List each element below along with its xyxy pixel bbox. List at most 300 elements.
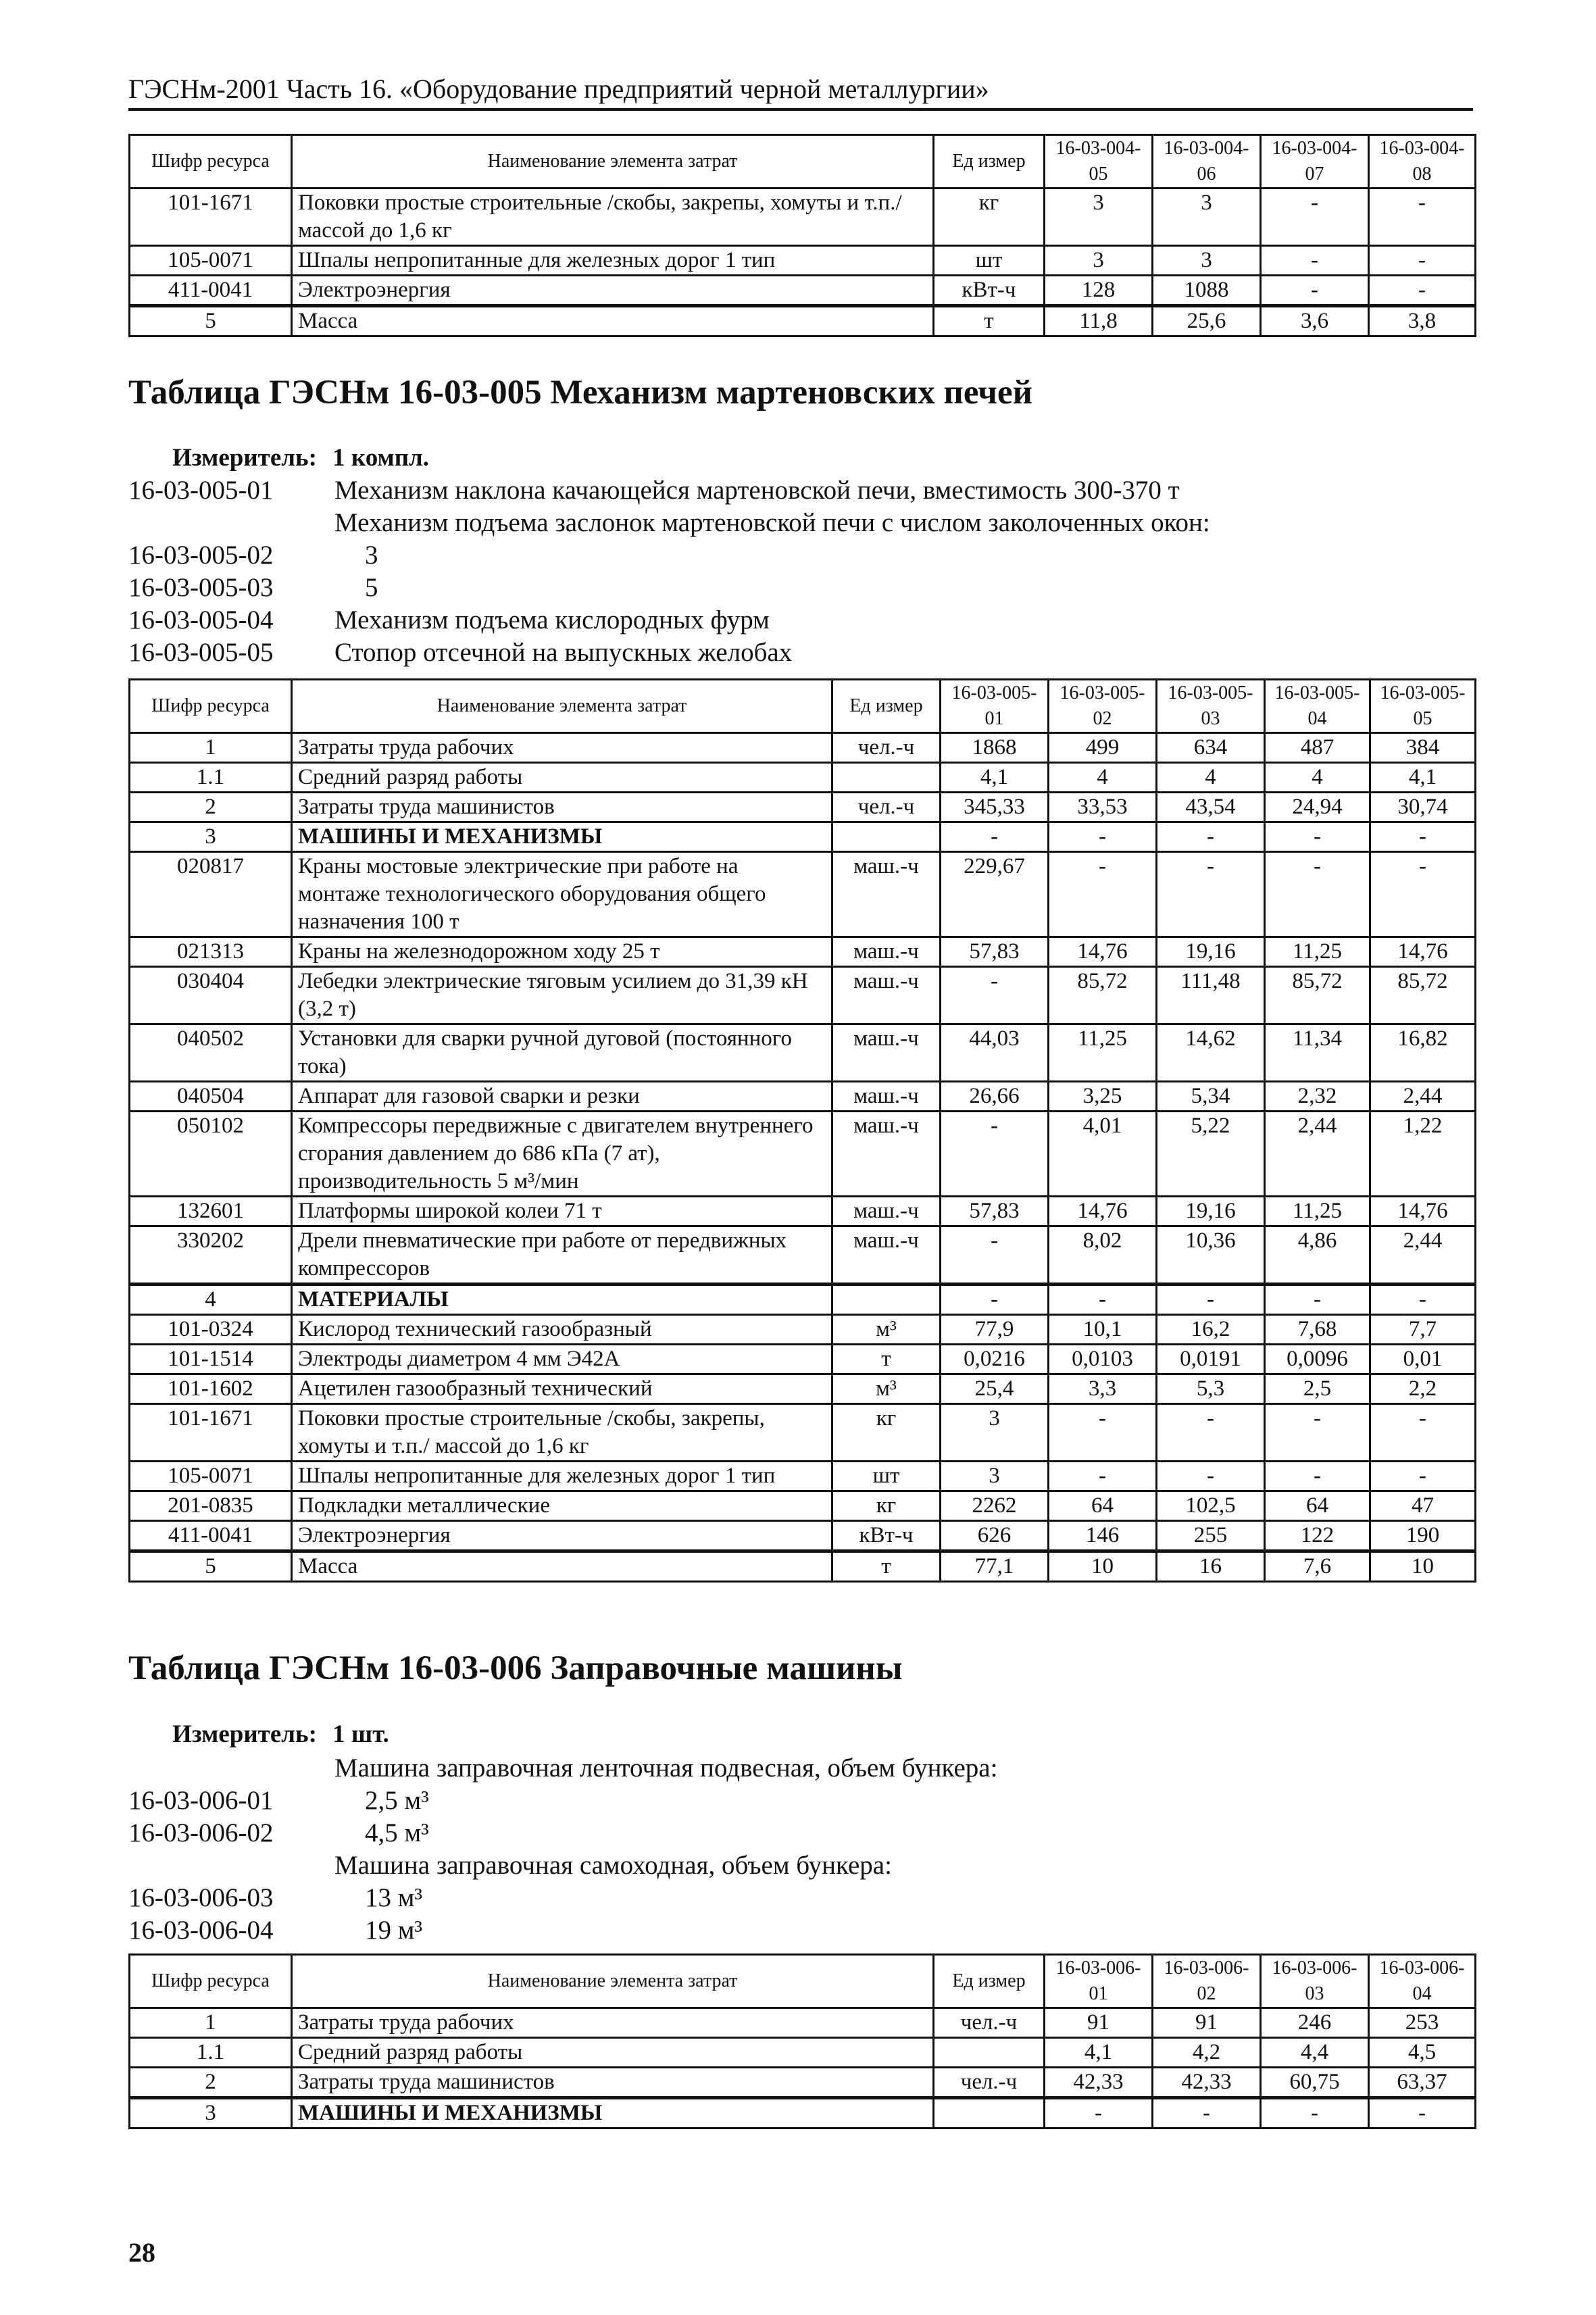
- cell-name: Аппарат для газовой сварки и резки: [292, 1082, 832, 1112]
- cell-unit: маш.-ч: [832, 967, 941, 1024]
- cell-value: -: [941, 822, 1049, 852]
- cell-value: -: [1261, 2098, 1369, 2129]
- cell-unit: маш.-ч: [832, 1112, 941, 1197]
- cell-value: 3,8: [1369, 306, 1476, 337]
- table-row: [130, 2008, 1476, 2038]
- cell-unit: кВт-ч: [832, 1521, 941, 1551]
- cell-value: -: [1157, 1404, 1265, 1462]
- cell-value: -: [1157, 852, 1265, 937]
- cell-value: 11,34: [1265, 1024, 1370, 1082]
- cell-name: МАШИНЫ И МЕХАНИЗМЫ: [292, 822, 832, 852]
- cell-value: 10,36: [1157, 1226, 1265, 1285]
- cell-value: 3: [1045, 246, 1153, 276]
- cell-value: 4,2: [1153, 2038, 1261, 2068]
- item-code: 16-03-005-04: [128, 605, 274, 634]
- cell-name: Платформы широкой колеи 71 т: [292, 1197, 832, 1226]
- table-row: [130, 1197, 1476, 1226]
- cell-value: 190: [1370, 1521, 1476, 1551]
- cell-value: 255: [1157, 1521, 1265, 1551]
- cell-unit: кВт-ч: [934, 276, 1045, 306]
- table-row: [130, 1374, 1476, 1404]
- cell-value: 16,2: [1157, 1315, 1265, 1345]
- cell-name: Кислород технический газообразный: [292, 1315, 832, 1345]
- cell-value: 2,44: [1265, 1112, 1370, 1197]
- cell-value: 3,3: [1049, 1374, 1157, 1404]
- cell-unit: кг: [934, 189, 1045, 246]
- header-norm-code: 16-03-005-01: [941, 680, 1049, 733]
- cell-name: Шпалы непропитанные для железных дорог 1 тип: [292, 1462, 832, 1491]
- cell-value: 146: [1049, 1521, 1157, 1551]
- cell-value: 4,1: [941, 763, 1049, 793]
- cell-value: 11,25: [1265, 1197, 1370, 1226]
- header-norm-code: 16-03-004-06: [1153, 135, 1261, 189]
- header-norm-code: 16-03-004-07: [1261, 135, 1369, 189]
- measure-value: 1 шт.: [332, 1720, 389, 1748]
- cell-value: 25,6: [1153, 306, 1261, 337]
- table-row: [130, 733, 1476, 763]
- cell-value: 2,44: [1370, 1226, 1476, 1285]
- cell-value: 3: [941, 1462, 1049, 1491]
- cell-value: 2,44: [1370, 1082, 1476, 1112]
- cell-value: -: [1049, 852, 1157, 937]
- cell-value: 44,03: [941, 1024, 1049, 1082]
- cell-value: -: [1157, 1285, 1265, 1315]
- table-row: [130, 246, 1476, 276]
- cell-unit: кг: [832, 1491, 941, 1521]
- header-norm-code: 16-03-006-04: [1369, 1955, 1476, 2008]
- cell-value: 91: [1045, 2008, 1153, 2038]
- measure-line-005: [172, 443, 429, 472]
- cell-code: 3: [130, 822, 292, 852]
- cell-unit: маш.-ч: [832, 1024, 941, 1082]
- cell-value: 384: [1370, 733, 1476, 763]
- cell-code: 1: [130, 2008, 292, 2038]
- cell-unit: м³: [832, 1315, 941, 1345]
- table-row: [130, 763, 1476, 793]
- cell-value: -: [1045, 2098, 1153, 2129]
- item-text: 19 м³: [365, 1916, 423, 1945]
- cell-code: 101-1602: [130, 1374, 292, 1404]
- table-row: [130, 1521, 1476, 1551]
- cell-value: 10,1: [1049, 1315, 1157, 1345]
- cell-value: 91: [1153, 2008, 1261, 2038]
- cell-value: -: [1265, 852, 1370, 937]
- item-text: 13 м³: [365, 1883, 423, 1912]
- cell-value: 85,72: [1265, 967, 1370, 1024]
- cell-unit: маш.-ч: [832, 1197, 941, 1226]
- header-code: Шифр ресурса: [130, 135, 292, 189]
- header-norm-code: 16-03-005-04: [1265, 680, 1370, 733]
- cell-value: 626: [941, 1521, 1049, 1551]
- table-row: [130, 1491, 1476, 1521]
- cell-value: -: [1370, 1404, 1476, 1462]
- cell-value: 77,9: [941, 1315, 1049, 1345]
- cell-value: -: [1370, 822, 1476, 852]
- cell-name: Затраты труда рабочих: [292, 2008, 934, 2038]
- cell-code: 1: [130, 733, 292, 763]
- cell-code: 132601: [130, 1197, 292, 1226]
- header-unit: Ед измер: [934, 1955, 1045, 2008]
- cell-value: 3,25: [1049, 1082, 1157, 1112]
- cell-value: 3: [1045, 189, 1153, 246]
- cell-unit: маш.-ч: [832, 852, 941, 937]
- header-norm-code: 16-03-005-02: [1049, 680, 1157, 733]
- cell-value: -: [1265, 1404, 1370, 1462]
- cell-code: 050102: [130, 1112, 292, 1197]
- cell-name: Поковки простые строительные /скобы, закрепы, хомуты и т.п./ массой до 1,6 кг: [292, 189, 934, 246]
- cell-name: Затраты труда машинистов: [292, 793, 832, 822]
- cell-name: Подкладки металлические: [292, 1491, 832, 1521]
- header-rule: [128, 108, 1473, 111]
- table-row: [130, 276, 1476, 306]
- table-row: [130, 1462, 1476, 1491]
- cell-value: 0,0103: [1049, 1345, 1157, 1374]
- cell-name: Шпалы непропитанные для железных дорог 1 тип: [292, 246, 934, 276]
- cell-unit: [832, 822, 941, 852]
- cell-value: -: [1153, 2098, 1261, 2129]
- cell-code: 101-1514: [130, 1345, 292, 1374]
- cell-unit: маш.-ч: [832, 1082, 941, 1112]
- cell-value: 5,3: [1157, 1374, 1265, 1404]
- cell-value: -: [1157, 822, 1265, 852]
- cell-value: 24,94: [1265, 793, 1370, 822]
- cell-name: Лебедки электрические тяговым усилием до 31,39 кН (3,2 т): [292, 967, 832, 1024]
- cell-value: 0,0191: [1157, 1345, 1265, 1374]
- cell-value: 102,5: [1157, 1491, 1265, 1521]
- cell-name: Затраты труда рабочих: [292, 733, 832, 763]
- cell-value: 10: [1049, 1551, 1157, 1582]
- table-row: [130, 1112, 1476, 1197]
- cell-name: Масса: [292, 306, 934, 337]
- table-title-005: Таблица ГЭСНм 16-03-005 Механизм мартеновских печей: [128, 374, 1033, 412]
- cell-value: 19,16: [1157, 1197, 1265, 1226]
- table-row: [130, 2038, 1476, 2068]
- cell-value: 33,53: [1049, 793, 1157, 822]
- cell-unit: шт: [934, 246, 1045, 276]
- cell-code: 101-1671: [130, 189, 292, 246]
- cell-code: 411-0041: [130, 1521, 292, 1551]
- cell-value: 63,37: [1369, 2068, 1476, 2098]
- cell-value: 85,72: [1049, 967, 1157, 1024]
- cell-value: 4: [1265, 763, 1370, 793]
- item-text: Механизм подъема заслонок мартеновской печи с числом заколоченных окон:: [334, 508, 1210, 537]
- cell-value: 111,48: [1157, 967, 1265, 1024]
- cell-unit: т: [934, 306, 1045, 337]
- cell-value: 253: [1369, 2008, 1476, 2038]
- cell-value: -: [1370, 1285, 1476, 1315]
- table-row: [130, 1345, 1476, 1374]
- cell-value: -: [1049, 822, 1157, 852]
- cell-name: Ацетилен газообразный технический: [292, 1374, 832, 1404]
- cell-value: 3: [941, 1404, 1049, 1462]
- cell-unit: маш.-ч: [832, 937, 941, 967]
- header-unit: Ед измер: [934, 135, 1045, 189]
- table-header-row: [130, 135, 1476, 189]
- cell-value: 4,1: [1370, 763, 1476, 793]
- header-name: Наименование элемента затрат: [292, 135, 934, 189]
- cell-unit: т: [832, 1345, 941, 1374]
- cell-value: 229,67: [941, 852, 1049, 937]
- header-name: Наименование элемента затрат: [292, 680, 832, 733]
- cell-unit: т: [832, 1551, 941, 1582]
- cell-code: 020817: [130, 852, 292, 937]
- header-code: Шифр ресурса: [130, 1955, 292, 2008]
- header-norm-code: 16-03-006-01: [1045, 1955, 1153, 2008]
- measure-label: Измеритель:: [172, 1720, 317, 1748]
- cell-value: 64: [1265, 1491, 1370, 1521]
- cell-code: 101-1671: [130, 1404, 292, 1462]
- cell-name: Средний разряд работы: [292, 2038, 934, 2068]
- cell-value: 57,83: [941, 937, 1049, 967]
- table-row: [130, 793, 1476, 822]
- cell-value: -: [1369, 246, 1476, 276]
- cell-code: 1.1: [130, 2038, 292, 2068]
- cell-unit: чел.-ч: [832, 733, 941, 763]
- cell-value: 19,16: [1157, 937, 1265, 967]
- cell-name: Поковки простые строительные /скобы, закрепы, хомуты и т.п./ массой до 1,6 кг: [292, 1404, 832, 1462]
- cell-unit: маш.-ч: [832, 1226, 941, 1285]
- cell-value: 3,6: [1261, 306, 1369, 337]
- cell-value: 14,76: [1049, 937, 1157, 967]
- cell-value: -: [1049, 1404, 1157, 1462]
- cell-value: 2,2: [1370, 1374, 1476, 1404]
- cell-name: Масса: [292, 1551, 832, 1582]
- table-row: [130, 1226, 1476, 1285]
- cell-value: 11,25: [1265, 937, 1370, 967]
- cell-unit: шт: [832, 1462, 941, 1491]
- cell-unit: чел.-ч: [934, 2068, 1045, 2098]
- cell-name: Электроды диаметром 4 мм Э42А: [292, 1345, 832, 1374]
- cell-value: 25,4: [941, 1374, 1049, 1404]
- table-row: [130, 1082, 1476, 1112]
- cell-value: -: [1049, 1285, 1157, 1315]
- cell-value: 4,1: [1045, 2038, 1153, 2068]
- cell-name: Краны на железнодорожном ходу 25 т: [292, 937, 832, 967]
- cell-value: 128: [1045, 276, 1153, 306]
- cell-value: 4: [1157, 763, 1265, 793]
- cell-value: 7,7: [1370, 1315, 1476, 1345]
- table-row: [130, 189, 1476, 246]
- cell-unit: м³: [832, 1374, 941, 1404]
- cell-value: -: [1369, 2098, 1476, 2129]
- table-row: [130, 1285, 1476, 1315]
- cell-value: 77,1: [941, 1551, 1049, 1582]
- header-name: Наименование элемента затрат: [292, 1955, 934, 2008]
- cell-value: -: [1049, 1462, 1157, 1491]
- cell-name: Затраты труда машинистов: [292, 2068, 934, 2098]
- cell-name: Компрессоры передвижные с двигателем внутреннего сгорания давлением до 686 кПа (7 ат), производительность 5 м³/мин: [292, 1112, 832, 1197]
- cell-value: -: [1265, 822, 1370, 852]
- cell-value: 2,5: [1265, 1374, 1370, 1404]
- header-code: Шифр ресурса: [130, 680, 292, 733]
- item-text: Механизм подъема кислородных фурм: [334, 605, 770, 634]
- cell-unit: чел.-ч: [934, 2008, 1045, 2038]
- cell-value: 11,25: [1049, 1024, 1157, 1082]
- cell-code: 1.1: [130, 763, 292, 793]
- cell-value: -: [1261, 189, 1369, 246]
- cell-code: 105-0071: [130, 1462, 292, 1491]
- cell-value: 5,22: [1157, 1112, 1265, 1197]
- cell-unit: [832, 1285, 941, 1315]
- cell-value: 1,22: [1370, 1112, 1476, 1197]
- cell-code: 105-0071: [130, 246, 292, 276]
- cell-code: 4: [130, 1285, 292, 1315]
- cell-name: Электроэнергия: [292, 276, 934, 306]
- cell-value: -: [941, 1226, 1049, 1285]
- item-text: 5: [365, 573, 378, 602]
- measure-value: 1 компл.: [332, 444, 430, 472]
- cell-value: -: [941, 1285, 1049, 1315]
- resource-table-004: [128, 134, 1476, 337]
- cell-code: 021313: [130, 937, 292, 967]
- cell-name: МАТЕРИАЛЫ: [292, 1285, 832, 1315]
- cell-code: 030404: [130, 967, 292, 1024]
- item-text: Стопор отсечной на выпускных желобах: [334, 638, 793, 667]
- header-norm-code: 16-03-004-08: [1369, 135, 1476, 189]
- cell-value: 47: [1370, 1491, 1476, 1521]
- cell-value: 57,83: [941, 1197, 1049, 1226]
- cell-code: 5: [130, 1551, 292, 1582]
- cell-code: 040502: [130, 1024, 292, 1082]
- resource-table-005: [128, 678, 1476, 1583]
- cell-code: 201-0835: [130, 1491, 292, 1521]
- cell-unit: [832, 763, 941, 793]
- table-row: [130, 822, 1476, 852]
- item-code: 16-03-006-04: [128, 1916, 274, 1945]
- cell-value: -: [1261, 246, 1369, 276]
- table-row: [130, 2098, 1476, 2129]
- item-code: 16-03-006-03: [128, 1883, 274, 1912]
- item-code: 16-03-006-01: [128, 1786, 274, 1815]
- cell-name: Установки для сварки ручной дуговой (постоянного тока): [292, 1024, 832, 1082]
- running-header: ГЭСНм-2001 Часть 16. «Оборудование предприятий черной металлургии»: [128, 74, 989, 104]
- item-text: Механизм наклона качающейся мартеновской печи, вместимость 300-370 т: [334, 476, 1180, 505]
- cell-value: 4,4: [1261, 2038, 1369, 2068]
- table-row: [130, 1315, 1476, 1345]
- cell-value: -: [1369, 189, 1476, 246]
- cell-value: 85,72: [1370, 967, 1476, 1024]
- cell-value: 4,01: [1049, 1112, 1157, 1197]
- cell-value: 26,66: [941, 1082, 1049, 1112]
- header-norm-code: 16-03-006-03: [1261, 1955, 1369, 2008]
- header-norm-code: 16-03-004-05: [1045, 135, 1153, 189]
- cell-code: 5: [130, 306, 292, 337]
- cell-value: 1868: [941, 733, 1049, 763]
- resource-table-006: [128, 1953, 1476, 2129]
- page-number: 28: [128, 2237, 155, 2268]
- cell-name: Краны мостовые электрические при работе на монтаже технологического оборудования общего назначения 100 т: [292, 852, 832, 937]
- cell-code: 040504: [130, 1082, 292, 1112]
- item-text: Машина заправочная ленточная подвесная, объем бункера:: [334, 1753, 998, 1783]
- cell-value: 10: [1370, 1551, 1476, 1582]
- cell-value: 14,62: [1157, 1024, 1265, 1082]
- table-header-row: [130, 1955, 1476, 2008]
- cell-value: 30,74: [1370, 793, 1476, 822]
- cell-code: 411-0041: [130, 276, 292, 306]
- cell-value: 5,34: [1157, 1082, 1265, 1112]
- item-code: 16-03-005-05: [128, 638, 274, 667]
- cell-value: 16: [1157, 1551, 1265, 1582]
- cell-value: 60,75: [1261, 2068, 1369, 2098]
- cell-value: 0,0216: [941, 1345, 1049, 1374]
- table-row: [130, 1404, 1476, 1462]
- cell-value: 3: [1153, 189, 1261, 246]
- cell-unit: [934, 2098, 1045, 2129]
- cell-value: 7,6: [1265, 1551, 1370, 1582]
- item-text: 4,5 м³: [365, 1818, 429, 1847]
- cell-name: Дрели пневматические при работе от передвижных компрессоров: [292, 1226, 832, 1285]
- table-row: [130, 306, 1476, 337]
- cell-code: 2: [130, 2068, 292, 2098]
- cell-code: 330202: [130, 1226, 292, 1285]
- cell-name: Электроэнергия: [292, 1521, 832, 1551]
- header-norm-code: 16-03-005-05: [1370, 680, 1476, 733]
- cell-value: 0,01: [1370, 1345, 1476, 1374]
- cell-value: 0,0096: [1265, 1345, 1370, 1374]
- cell-value: 3: [1153, 246, 1261, 276]
- cell-value: 16,82: [1370, 1024, 1476, 1082]
- cell-value: 4,86: [1265, 1226, 1370, 1285]
- cell-value: -: [1370, 1462, 1476, 1491]
- table-title-006: Таблица ГЭСНм 16-03-006 Заправочные машины: [128, 1649, 903, 1687]
- cell-value: 14,76: [1370, 937, 1476, 967]
- cell-value: 42,33: [1153, 2068, 1261, 2098]
- table-row: [130, 1024, 1476, 1082]
- item-code: 16-03-005-01: [128, 476, 274, 505]
- cell-value: 14,76: [1049, 1197, 1157, 1226]
- table-row: [130, 937, 1476, 967]
- measure-label: Измеритель:: [172, 444, 317, 472]
- cell-value: 487: [1265, 733, 1370, 763]
- cell-value: 4: [1049, 763, 1157, 793]
- table-row: [130, 1551, 1476, 1582]
- cell-code: 101-0324: [130, 1315, 292, 1345]
- header-norm-code: 16-03-005-03: [1157, 680, 1265, 733]
- cell-unit: кг: [832, 1404, 941, 1462]
- table-row: [130, 852, 1476, 937]
- cell-value: 634: [1157, 733, 1265, 763]
- table-row: [130, 2068, 1476, 2098]
- cell-value: 64: [1049, 1491, 1157, 1521]
- cell-value: 42,33: [1045, 2068, 1153, 2098]
- cell-value: 499: [1049, 733, 1157, 763]
- cell-value: -: [941, 967, 1049, 1024]
- cell-value: -: [1265, 1462, 1370, 1491]
- cell-value: 122: [1265, 1521, 1370, 1551]
- cell-value: 1088: [1153, 276, 1261, 306]
- item-text: 2,5 м³: [365, 1786, 429, 1815]
- header-norm-code: 16-03-006-02: [1153, 1955, 1261, 2008]
- table-row: [130, 967, 1476, 1024]
- cell-value: 2,32: [1265, 1082, 1370, 1112]
- cell-code: 3: [130, 2098, 292, 2129]
- cell-code: 2: [130, 793, 292, 822]
- cell-value: -: [1261, 276, 1369, 306]
- cell-value: -: [1265, 1285, 1370, 1315]
- item-text: 3: [365, 541, 378, 570]
- cell-value: 246: [1261, 2008, 1369, 2038]
- cell-value: -: [1369, 276, 1476, 306]
- cell-unit: [934, 2038, 1045, 2068]
- item-text: Машина заправочная самоходная, объем бункера:: [334, 1851, 892, 1880]
- cell-unit: чел.-ч: [832, 793, 941, 822]
- cell-value: 345,33: [941, 793, 1049, 822]
- item-code: 16-03-005-03: [128, 573, 274, 602]
- cell-name: Средний разряд работы: [292, 763, 832, 793]
- cell-value: -: [1370, 852, 1476, 937]
- cell-value: -: [941, 1112, 1049, 1197]
- cell-value: 7,68: [1265, 1315, 1370, 1345]
